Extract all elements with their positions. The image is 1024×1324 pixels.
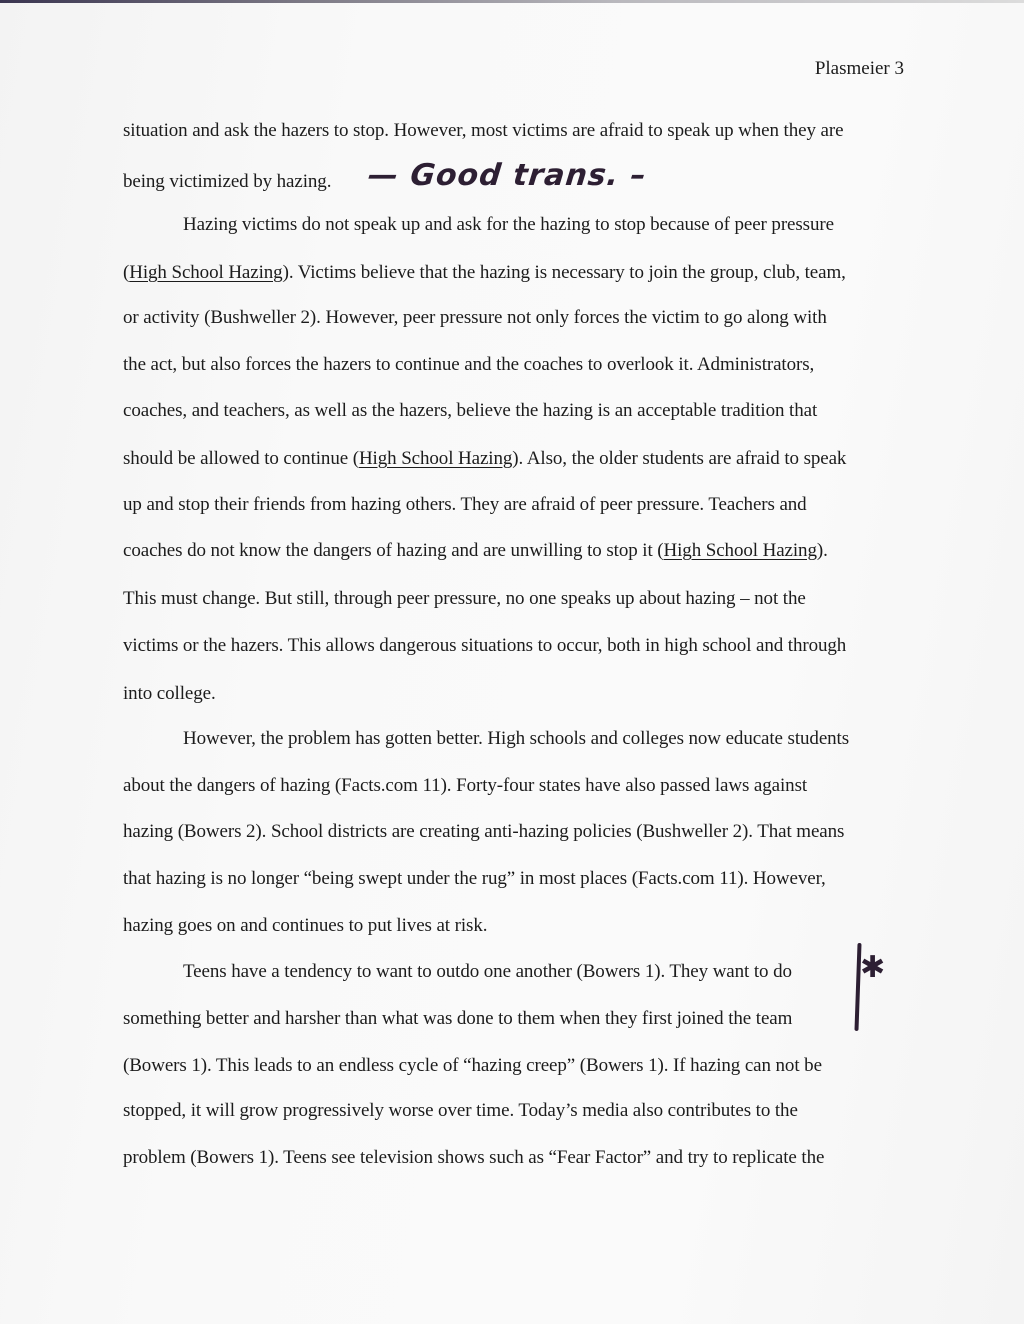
- text-segment: ). Also, the older students are afraid to speak: [512, 448, 847, 469]
- text-segment: should be allowed to continue (: [123, 448, 359, 469]
- text-line: about the dangers of hazing (Facts.com 11). Forty-four states have also passed laws against: [123, 775, 808, 796]
- paragraph-start: Teens have a tendency to want to outdo one another (Bowers 1). They want to do: [183, 961, 792, 982]
- citation-link: High School Hazing: [358, 448, 513, 469]
- text-line: problem (Bowers 1). Teens see television shows such as “Fear Factor” and try to replicate the: [123, 1147, 825, 1168]
- text-line: victims or the hazers. This allows dangerous situations to occur, both in high school and through: [123, 635, 847, 656]
- citation-link: High School Hazing: [663, 540, 817, 561]
- citation-link: High School Hazing: [129, 262, 283, 283]
- paragraph-start: However, the problem has gotten better. High schools and colleges now educate students: [183, 728, 850, 749]
- text-line: that hazing is no longer “being swept under the rug” in most places (Facts.com 11). However,: [123, 868, 826, 889]
- text-line: something better and harsher than what was done to them when they first joined the team: [123, 1008, 793, 1029]
- scan-edge: [0, 0, 1024, 3]
- text-line: stopped, it will grow progressively worse over time. Today’s media also contributes to the: [123, 1100, 798, 1121]
- handwritten-comment: — Good trans. –: [366, 158, 649, 193]
- text-segment: ).: [816, 540, 828, 561]
- text-line: into college.: [123, 683, 216, 704]
- text-segment: ). Victims believe that the hazing is necessary to join the group, club, team,: [282, 262, 846, 283]
- text-line: or activity (Bushweller 2). However, peer pressure not only forces the victim to go along with: [123, 307, 827, 328]
- text-segment: (: [123, 262, 130, 283]
- text-line: the act, but also forces the hazers to continue and the coaches to overlook it. Administrators,: [123, 354, 815, 375]
- text-line: hazing (Bowers 2). School districts are creating anti-hazing policies (Bushweller 2). That means: [123, 821, 845, 842]
- star-icon: ✱: [860, 950, 886, 985]
- text-line: (Bowers 1). This leads to an endless cycle of “hazing creep” (Bowers 1). If hazing can not be: [123, 1055, 822, 1076]
- text-line: [123, 262, 846, 284]
- text-line: [123, 448, 846, 470]
- paragraph-start: Hazing victims do not speak up and ask for the hazing to stop because of peer pressure: [183, 214, 834, 235]
- text-line: hazing goes on and continues to put lives at risk.: [123, 915, 488, 936]
- text-line: coaches, and teachers, as well as the hazers, believe the hazing is an acceptable tradition that: [123, 400, 818, 421]
- text-line: up and stop their friends from hazing others. They are afraid of peer pressure. Teachers and: [123, 494, 807, 515]
- text-line: This must change. But still, through peer pressure, no one speaks up about hazing – not the: [123, 588, 806, 609]
- text-line: being victimized by hazing.: [123, 171, 332, 192]
- text-line: situation and ask the hazers to stop. However, most victims are afraid to speak up when they are: [123, 120, 844, 141]
- text-segment: coaches do not know the dangers of hazing and are unwilling to stop it (: [123, 540, 664, 561]
- page-header: Plasmeier 3: [814, 58, 904, 79]
- text-line: [123, 540, 828, 562]
